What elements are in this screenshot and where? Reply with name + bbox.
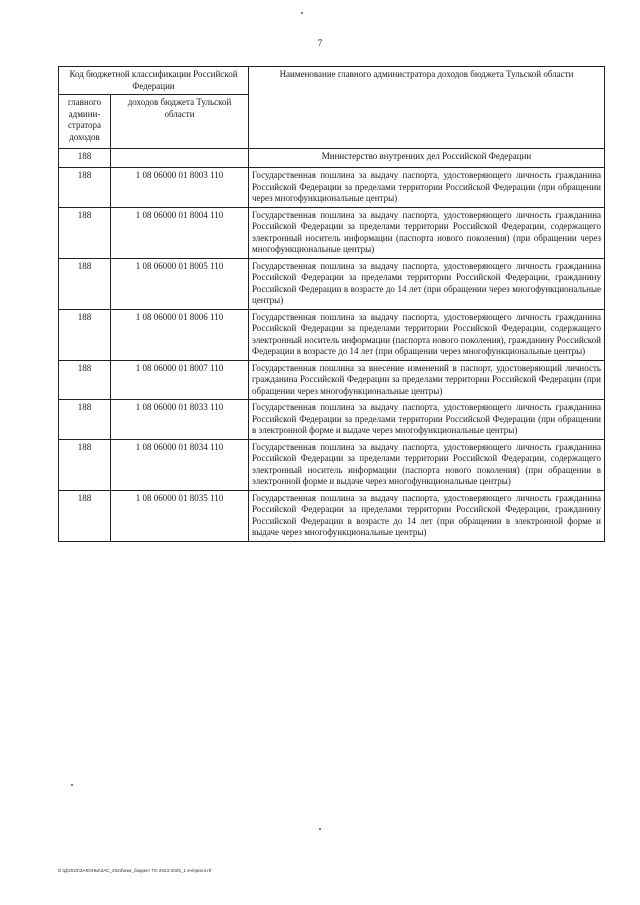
footer-file-path: D:\Д\2023\ЗАКОНЫ\ЗАС_2023\изм_бюджет ТО 2023-2025_1 вч\прил4.rtf (58, 868, 212, 873)
table-row (59, 168, 605, 208)
header-revenue-column: доходов бюджета Тульской области (111, 95, 249, 149)
revenue-name-cell: Государственная пошлина за выдачу паспорта, удостоверяющего личность гражданина Российской Федерации за пределами территории Российской Федерации, содержащего электронный носитель информации (паспорта нового поколения), гражданину Российской Федерации в возрасте до 14 лет (при обращении через многофункциональные центры) (249, 309, 605, 360)
revenue-name-cell: Государственная пошлина за выдачу паспорта, удостоверяющего личность гражданина Российской Федерации за пределами территории Российской Федерации, гражданину Российской Федерации в возрасте до 14 лет (при обращении в электронной форме и выдаче через многофункциональные центры) (249, 490, 605, 541)
admin-code-cell: 188 (59, 168, 111, 208)
budget-code-cell: 1 08 06000 01 8033 110 (111, 400, 249, 440)
header-name-column: Наименование главного администратора доходов бюджета Тульской области (249, 67, 605, 149)
ministry-row (59, 149, 605, 168)
table-body (59, 149, 605, 542)
budget-code-cell: 1 08 06000 01 8004 110 (111, 207, 249, 258)
table-row (59, 309, 605, 360)
budget-code-cell: 1 08 06000 01 8005 110 (111, 258, 249, 309)
ministry-admin-code: 188 (59, 149, 111, 168)
table-row (59, 207, 605, 258)
admin-code-cell: 188 (59, 360, 111, 400)
ministry-name: Министерство внутренних дел Российской Федерации (249, 149, 605, 168)
budget-code-cell: 1 08 06000 01 8035 110 (111, 490, 249, 541)
budget-code-cell: 1 08 06000 01 8006 110 (111, 309, 249, 360)
page-number: 7 (317, 38, 323, 48)
ministry-empty-cell (111, 149, 249, 168)
revenue-name-cell: Государственная пошлина за выдачу паспорта, удостоверяющего личность гражданина Российской Федерации за пределами территории Российской Федерации, содержащего электронный носитель информации (паспорта нового поколения) (при обращении в электронной форме и выдаче через многофункциональные центры) (249, 439, 605, 490)
admin-code-cell: 188 (59, 207, 111, 258)
table-row (59, 258, 605, 309)
table-row (59, 400, 605, 440)
scan-speck (71, 784, 73, 786)
revenue-name-cell: Государственная пошлина за выдачу паспорта, удостоверяющего личность гражданина Российской Федерации за пределами территории Российской Федерации (при обращении в электронной форме и выдаче через многофункциональные центры) (249, 400, 605, 440)
admin-code-cell: 188 (59, 258, 111, 309)
revenue-name-cell: Государственная пошлина за выдачу паспорта, удостоверяющего личность гражданина Российской Федерации за пределами территории Российской Федерации, содержащего электронный носитель информации (паспорта нового поколения) (при обращении через многофункциональные центры) (249, 207, 605, 258)
admin-code-cell: 188 (59, 490, 111, 541)
table-header (59, 67, 605, 149)
budget-code-cell: 1 08 06000 01 8003 110 (111, 168, 249, 208)
revenue-name-cell: Государственная пошлина за выдачу паспорта, удостоверяющего личность гражданина Российской Федерации за пределами территории Российской Федерации, гражданину Российской Федерации в возрасте до 14 лет (при обращении через многофункциональные центры) (249, 258, 605, 309)
scan-speck (319, 828, 321, 830)
table-row (59, 439, 605, 490)
revenue-name-cell: Государственная пошлина за выдачу паспорта, удостоверяющего личность гражданина Российской Федерации за пределами территории Российской Федерации (при обращении через многофункциональные центры) (249, 168, 605, 208)
admin-code-cell: 188 (59, 400, 111, 440)
table-row (59, 360, 605, 400)
revenue-name-cell: Государственная пошлина за внесение изменений в паспорт, удостоверяющий личность гражданина Российской Федерации за пределами территории Российской Федерации (при обращении через многофункциональные центры) (249, 360, 605, 400)
scan-speck (301, 12, 303, 14)
admin-code-cell: 188 (59, 309, 111, 360)
revenue-administrators-table (58, 66, 605, 542)
header-code-group: Код бюджетной классификации Российской Федерации (59, 67, 249, 95)
budget-code-cell: 1 08 06000 01 8034 110 (111, 439, 249, 490)
budget-code-cell: 1 08 06000 01 8007 110 (111, 360, 249, 400)
header-admin-column: главного админи-стратора доходов (59, 95, 111, 149)
admin-code-cell: 188 (59, 439, 111, 490)
table-row (59, 490, 605, 541)
